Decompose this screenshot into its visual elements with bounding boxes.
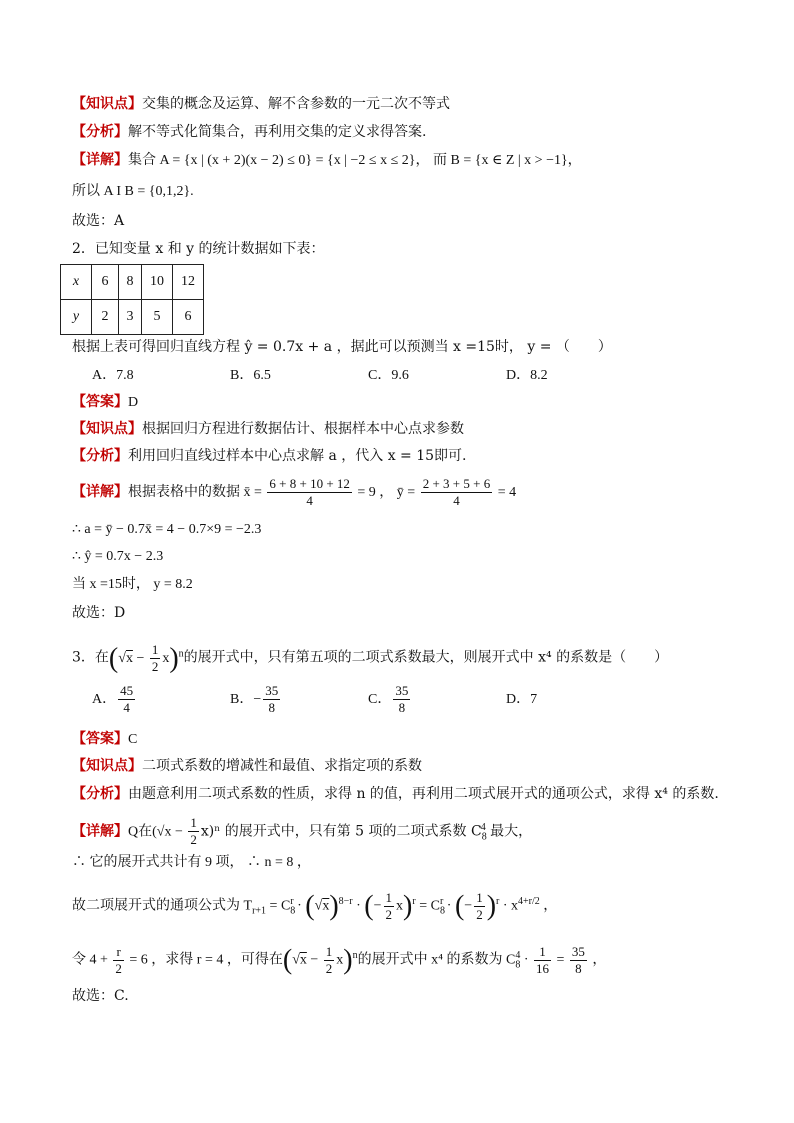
- step3-mid: = 6 ，求得 r = 4 ，可得在: [125, 952, 283, 968]
- step-text-pre: 故二项展开式的通项公式为 T: [72, 898, 253, 914]
- q3-detail-line: 【详解】Q在(√x − $\frac{1}{2}$ x)ⁿ 的展开式中，只有第 5 项的二项式系数 $C_8^4$ 最大，: [72, 815, 533, 848]
- detail-tag: 【详解】: [72, 823, 128, 840]
- mean-y-fraction: [421, 476, 493, 509]
- detail-tag: 【详解】: [72, 152, 128, 168]
- analysis-text: 利用回归直线过样本中心点求解 a ，代入 x = 15即可.: [128, 448, 467, 464]
- table-cell: 6: [92, 265, 119, 300]
- fraction-denominator: 4: [306, 492, 313, 508]
- knowledge-text: 交集的概念及运算、解不含参数的一元二次不等式: [142, 96, 450, 112]
- fraction-denominator: 4: [123, 700, 130, 716]
- fraction-denominator: 8: [268, 700, 275, 716]
- q3-options: [92, 682, 652, 718]
- analysis-tag: 【分析】: [72, 124, 128, 140]
- so-text: 所以 A I B = {0,1,2}.: [72, 184, 194, 199]
- table-row: [61, 300, 204, 335]
- q3-knowledge-line: [72, 756, 734, 776]
- choice-text: 故选：C.: [72, 988, 129, 1004]
- knowledge-text: 根据回归方程进行数据估计、根据样本中心点求参数: [142, 421, 464, 437]
- detail-text-b: x)ⁿ 的展开式中，只有第 5 项的二项式系数 C: [200, 823, 482, 840]
- answer-tag: 【答案】: [72, 394, 128, 410]
- q2-step2: [72, 547, 734, 567]
- analysis-text: 解不等式化简集合，再利用交集的定义求得答案.: [128, 124, 427, 140]
- q2-choice-line: [72, 603, 734, 623]
- option-d[interactable]: D．8.2: [506, 368, 548, 383]
- fraction-numerator: 35: [395, 683, 409, 699]
- q3-stem-pre: 3．在: [72, 649, 109, 666]
- option-d[interactable]: [506, 682, 644, 718]
- detail-tail: = 4: [494, 485, 517, 500]
- detail-mid: = 9 ， ȳ =: [353, 485, 419, 500]
- fraction-numerator: 45: [120, 683, 134, 699]
- option-b[interactable]: B．6.5: [230, 368, 271, 383]
- q2-stem-text: 2．已知变量 x 和 y 的统计数据如下表：: [72, 241, 325, 257]
- fraction-denominator: 4: [453, 492, 460, 508]
- q3-step2: 故二项展开式的通项公式为 $T_{r+1} = C_8^r \cdot (√x)^{8-r}$ · (− $\frac{1}{2}$ $x)^r = C_8^r$ · (− $\frac{1}{2}$ )$^r \cdot x^{4+r/2}$ ，: [72, 889, 558, 922]
- mean-x-fraction: [267, 476, 352, 509]
- option-value: 7: [530, 692, 538, 707]
- q2-knowledge-line: [72, 419, 734, 439]
- option-sign: −: [253, 692, 262, 707]
- q2-detail-line: [72, 474, 734, 511]
- detail-lead: 根据表格中的数据 x̄ =: [128, 485, 266, 500]
- table-cell: 2: [92, 300, 119, 335]
- analysis-tag: 【分析】: [72, 786, 128, 802]
- q2-stem: [72, 239, 734, 259]
- q2-step3: [72, 575, 734, 595]
- answer-tag: 【答案】: [72, 731, 128, 747]
- fraction-numerator: 2 + 3 + 5 + 6: [422, 475, 491, 491]
- fraction-numerator: 6 + 8 + 10 + 12: [269, 475, 350, 491]
- step-text: ∴ 它的展开式共计有 9 项， ∴ n = 8 ，: [72, 855, 311, 870]
- knowledge-tag: 【知识点】: [72, 758, 142, 774]
- step-text-post: = C: [266, 898, 291, 914]
- option-label: B．: [230, 692, 254, 707]
- q3-step3: 令 4 + $\frac{r}{2}$ = 6 ，求得 r = 4 ，可得在(√x − $\frac{1}{2}$ x)$^n$的展开式中 x⁴ 的系数为 $C_8^4$ · $\frac{1}{16}$ = $\frac{35}{8}$ ，: [72, 943, 607, 976]
- option-a[interactable]: A．7.8: [92, 368, 134, 383]
- option-b[interactable]: [230, 682, 368, 718]
- q3-analysis-line: [72, 784, 734, 804]
- table-cell: 8: [119, 265, 142, 300]
- option-label: D．: [506, 692, 531, 707]
- detail-text-a: Q在(√x −: [128, 824, 187, 840]
- detail-text: 集合 A = {x | (x + 2)(x − 2) ≤ 0} = {x | −2 ≤ x ≤ 2}， 而 B = {x ∈ Z | x > −1}，: [128, 153, 582, 168]
- step-text: ∴ ŷ = 0.7x − 2.3: [72, 549, 164, 564]
- table-cell: 3: [119, 300, 142, 335]
- q2-analysis-line: [72, 446, 734, 466]
- choice-text: 故选：D: [72, 605, 126, 621]
- step3-res: =: [553, 952, 568, 968]
- q2-options: [92, 366, 652, 386]
- step3-pre: 令 4 +: [72, 952, 112, 968]
- choice-text: 故选：A: [72, 213, 125, 229]
- q3-stem: [72, 636, 734, 677]
- option-c[interactable]: [368, 682, 506, 718]
- step-text: 当 x =15时， y = 8.2: [72, 577, 193, 592]
- table-cell: 5: [142, 300, 173, 335]
- q2-step1: [72, 520, 734, 540]
- q3-step1: [72, 853, 734, 873]
- table-cell: 12: [173, 265, 204, 300]
- step-text-sub: r+1: [252, 905, 267, 917]
- q1-knowledge-line: [72, 94, 734, 114]
- q1-analysis-line: [72, 122, 734, 142]
- q2-answer-line: [72, 392, 734, 413]
- q3-answer-line: [72, 729, 734, 750]
- q1-detail-line: [72, 150, 734, 171]
- table-cell: 6: [173, 300, 204, 335]
- fraction-denominator: 8: [398, 700, 406, 716]
- binomial-expression: (√x − $\frac{1}{2}$ x)$^n$: [108, 641, 184, 674]
- table-cell: y: [61, 300, 92, 335]
- table-cell: 10: [142, 265, 173, 300]
- option-label: C．: [368, 692, 392, 707]
- q1-choice-line: [72, 211, 734, 231]
- q3-choice-line: [72, 986, 734, 1006]
- step-text: ∴ a = ȳ − 0.7x̄ = 4 − 0.7×9 = −2.3: [72, 522, 262, 537]
- detail-tag: 【详解】: [72, 484, 128, 500]
- detail-text-c: 最大，: [485, 823, 533, 840]
- option-a[interactable]: [92, 682, 230, 718]
- answer-text: C: [128, 732, 138, 747]
- step3-post: 的展开式中 x⁴ 的系数为 C: [357, 952, 516, 968]
- knowledge-tag: 【知识点】: [72, 96, 142, 112]
- analysis-tag: 【分析】: [72, 448, 128, 464]
- answer-text: D: [128, 395, 139, 410]
- q1-so-line: [72, 181, 734, 202]
- knowledge-tag: 【知识点】: [72, 421, 142, 437]
- table-cell: x: [61, 265, 92, 300]
- q3-stem-post: 的展开式中，只有第五项的二项式系数最大，则展开式中 x⁴ 的系数是（ ）: [183, 649, 669, 666]
- statistics-table: [60, 264, 204, 335]
- analysis-text: 由题意利用二项式系数的性质，求得 n 的值，再利用二项式展开式的通项公式，求得 x⁴ 的系数.: [128, 786, 719, 802]
- table-row: [61, 265, 204, 300]
- fraction-numerator: 35: [265, 683, 279, 699]
- q2-stem2-text: 根据上表可得回归直线方程 ŷ = 0.7x + a ，据此可以预测当 x =15时， y = （ ）: [72, 339, 612, 355]
- knowledge-text: 二项式系数的增减性和最值、求指定项的系数: [142, 758, 422, 774]
- option-c[interactable]: C．9.6: [368, 368, 409, 383]
- q2-stem2: [72, 337, 734, 357]
- option-label: A．: [92, 692, 117, 707]
